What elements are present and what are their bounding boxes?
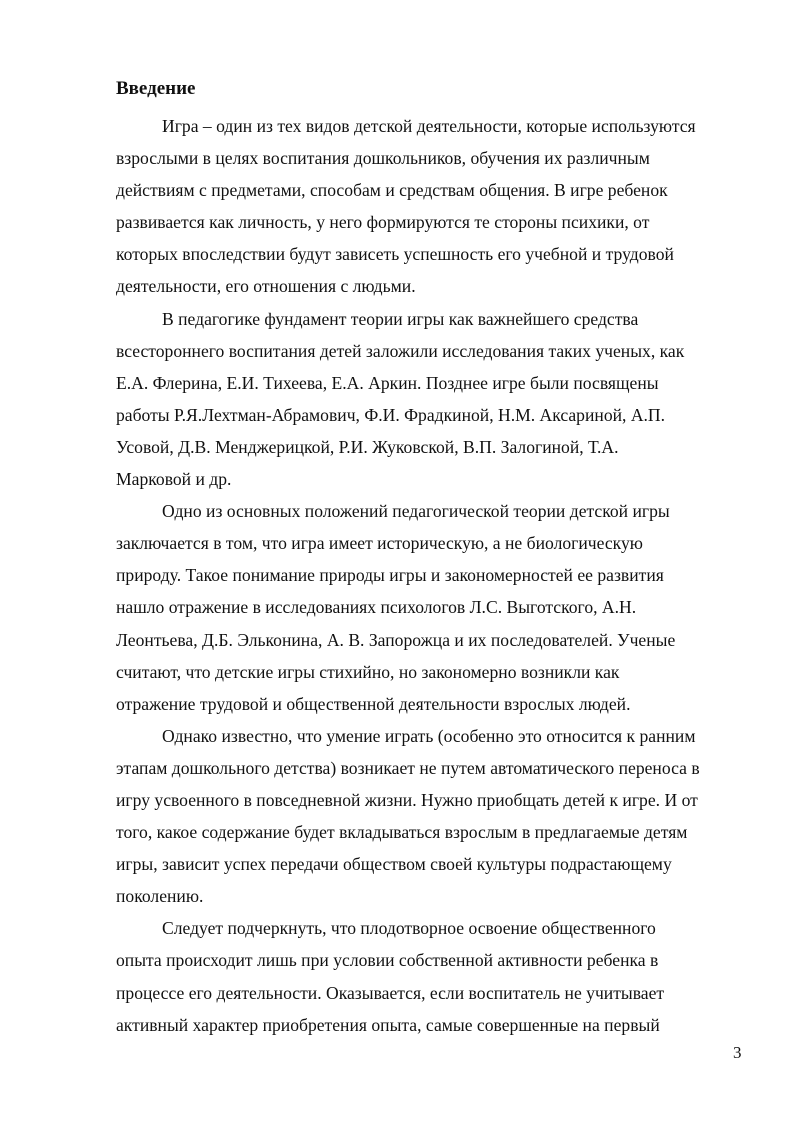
paragraph-line: отражение трудовой и общественной деятельности взрослых людей. (116, 693, 631, 714)
paragraph-line: действиям с предметами, способам и средствам общения. В игре ребенок (116, 180, 668, 201)
section-heading: Введение (116, 78, 196, 99)
paragraph-line: природу. Такое понимание природы игры и закономерностей ее развития (116, 565, 664, 586)
paragraph-line: Усовой, Д.В. Менджерицкой, Р.И. Жуковской, В.П. Залогиной, Т.А. (116, 436, 619, 457)
paragraph (116, 303, 746, 496)
paragraph-line: работы Р.Я.Лехтман-Абрамович, Ф.И. Фрадкиной, Н.М. Аксариной, А.П. (116, 404, 666, 425)
paragraph-line: взрослыми в целях воспитания дошкольников, обучения их различным (116, 148, 650, 169)
paragraph-line: всестороннего воспитания детей заложили исследования таких ученых, как (116, 340, 685, 361)
page-number: 3 (733, 1043, 742, 1062)
paragraph-line: этапам дошкольного детства) возникает не путем автоматического переноса в (116, 757, 700, 778)
paragraph-line: деятельности, его отношения с людьми. (116, 276, 416, 297)
paragraph-line: активный характер приобретения опыта, самые совершенные на первый (116, 1014, 660, 1035)
paragraph-first-line: Следует подчеркнуть, что плодотворное освоение общественного (162, 918, 656, 939)
paragraph-line: считают, что детские игры стихийно, но закономерно возникли как (116, 661, 620, 682)
paragraph-line: нашло отражение в исследованиях психологов Л.С. Выготского, А.Н. (116, 597, 637, 618)
paragraph-line: игры, зависит успех передачи обществом своей культуры подрастающему (116, 854, 672, 875)
paragraph-line: поколению. (116, 886, 204, 907)
paragraph (116, 720, 746, 913)
paragraph-line: Леонтьева, Д.Б. Эльконина, А. В. Запорожца и их последователей. Ученые (116, 629, 676, 650)
paragraph-first-line: Однако известно, что умение играть (особенно это относится к ранним (162, 725, 696, 746)
paragraph-line: того, какое содержание будет вкладываться взрослым в предлагаемые детям (116, 822, 688, 843)
paragraph (116, 912, 746, 1040)
paragraph (116, 110, 746, 303)
paragraph-line: заключается в том, что игра имеет историческую, а не биологическую (116, 533, 643, 554)
paragraph-line: процессе его деятельности. Оказывается, если воспитатель не учитывает (116, 982, 665, 1003)
paragraph-line: игру усвоенного в повседневной жизни. Нужно приобщать детей к игре. И от (116, 789, 698, 810)
paragraph-line: которых впоследствии будут зависеть успешность его учебной и трудовой (116, 244, 674, 265)
paragraph-first-line: В педагогике фундамент теории игры как важнейшего средства (162, 308, 639, 329)
paragraph (116, 495, 746, 720)
paragraph-line: развивается как личность, у него формируются те стороны психики, от (116, 212, 650, 233)
paragraph-first-line: Одно из основных положений педагогической теории детской игры (162, 501, 670, 522)
body-text (116, 110, 746, 1041)
paragraph-line: опыта происходит лишь при условии собственной активности ребенка в (116, 950, 659, 971)
paragraph-first-line: Игра – один из тех видов детской деятельности, которые используются (162, 116, 696, 136)
paragraph-line: Марковой и др. (116, 469, 232, 490)
paragraph-line: Е.А. Флерина, Е.И. Тихеева, Е.А. Аркин. Позднее игре были посвящены (116, 372, 659, 393)
